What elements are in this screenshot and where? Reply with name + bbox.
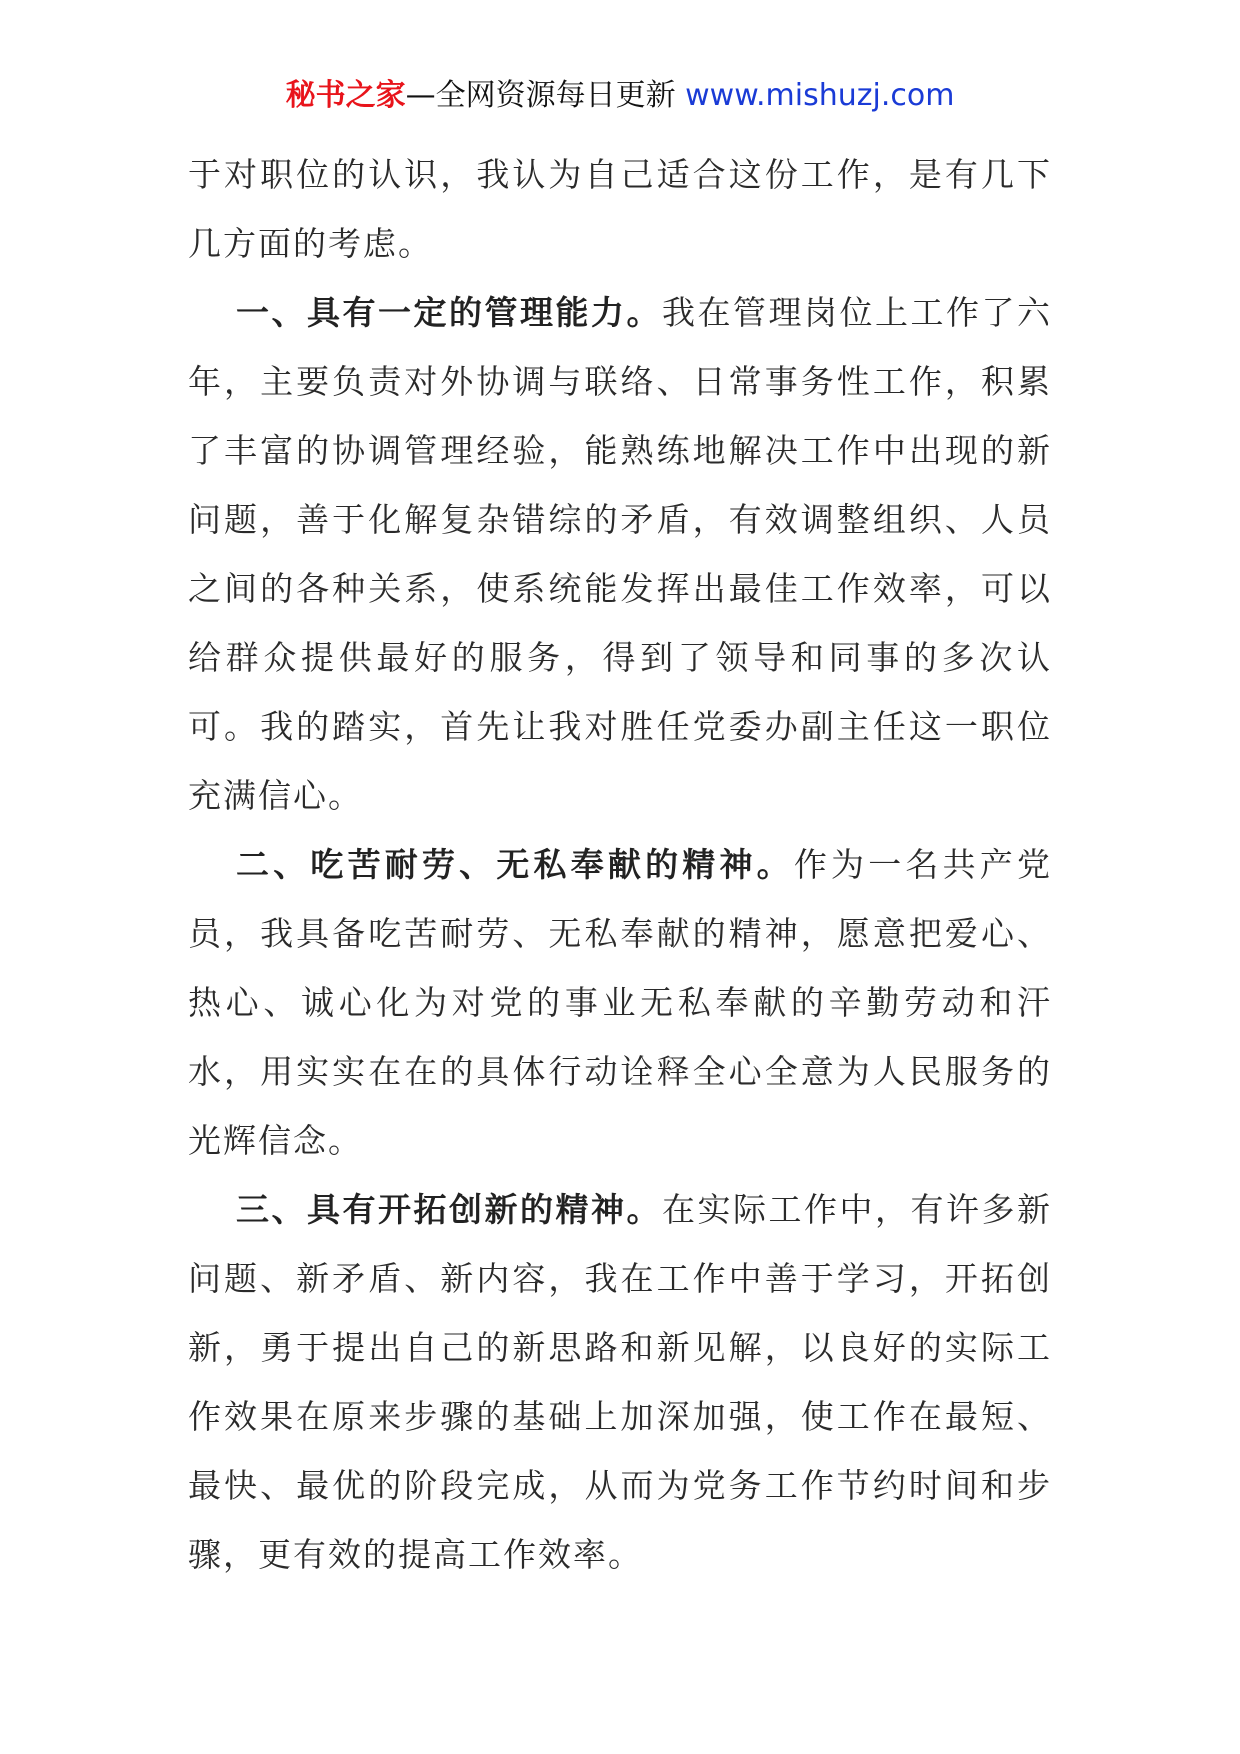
document-body [188,140,1052,1589]
intro-paragraph: 于对职位的认识，我认为自己适合这份工作，是有几下几方面的考虑。 [188,155,1052,263]
site-brand: 秘书之家 [285,78,406,113]
site-url-link[interactable]: www.mishuzj.com [685,78,955,113]
section-text-1: 我在管理岗位上工作了六年，主要负责对外协调与联络、日常事务性工作，积累了丰富的协调管理经验，能熟练地解决工作中出现的新问题，善于化解复杂错综的矛盾，有效调整组织、人员之间的各种关系，使系统能发挥出最佳工作效率，可以给群众提供最好的服务，得到了领导和同事的多次认可。我的踏实，首先让我对胜任党委办副主任这一职位充满信心。 [188,293,1052,815]
section-paragraph-1 [188,278,1052,830]
section-heading-1: 一、具有一定的管理能力。 [236,293,662,332]
section-heading-3: 三、具有开拓创新的精神。 [236,1190,662,1229]
section-paragraph-2 [188,830,1052,1175]
section-heading-2: 二、吃苦耐劳、无私奉献的精神。 [236,845,794,884]
section-text-2: 作为一名共产党员，我具备吃苦耐劳、无私奉献的精神，愿意把爱心、热心、诚心化为对党的事业无私奉献的辛勤劳动和汗水，用实实在在的具体行动诠释全心全意为人民服务的光辉信念。 [188,845,1053,1160]
page-header [0,72,1240,120]
site-tagline: —全网资源每日更新 [405,78,676,113]
section-text-3: 在实际工作中，有许多新问题、新矛盾、新内容，我在工作中善于学习，开拓创新，勇于提出自己的新思路和新见解，以良好的实际工作效果在原来步骤的基础上加深加强，使工作在最短、最快、最优的阶段完成，从而为党务工作节约时间和步骤，更有效的提高工作效率。 [188,1190,1052,1574]
section-paragraph-3 [188,1175,1052,1589]
